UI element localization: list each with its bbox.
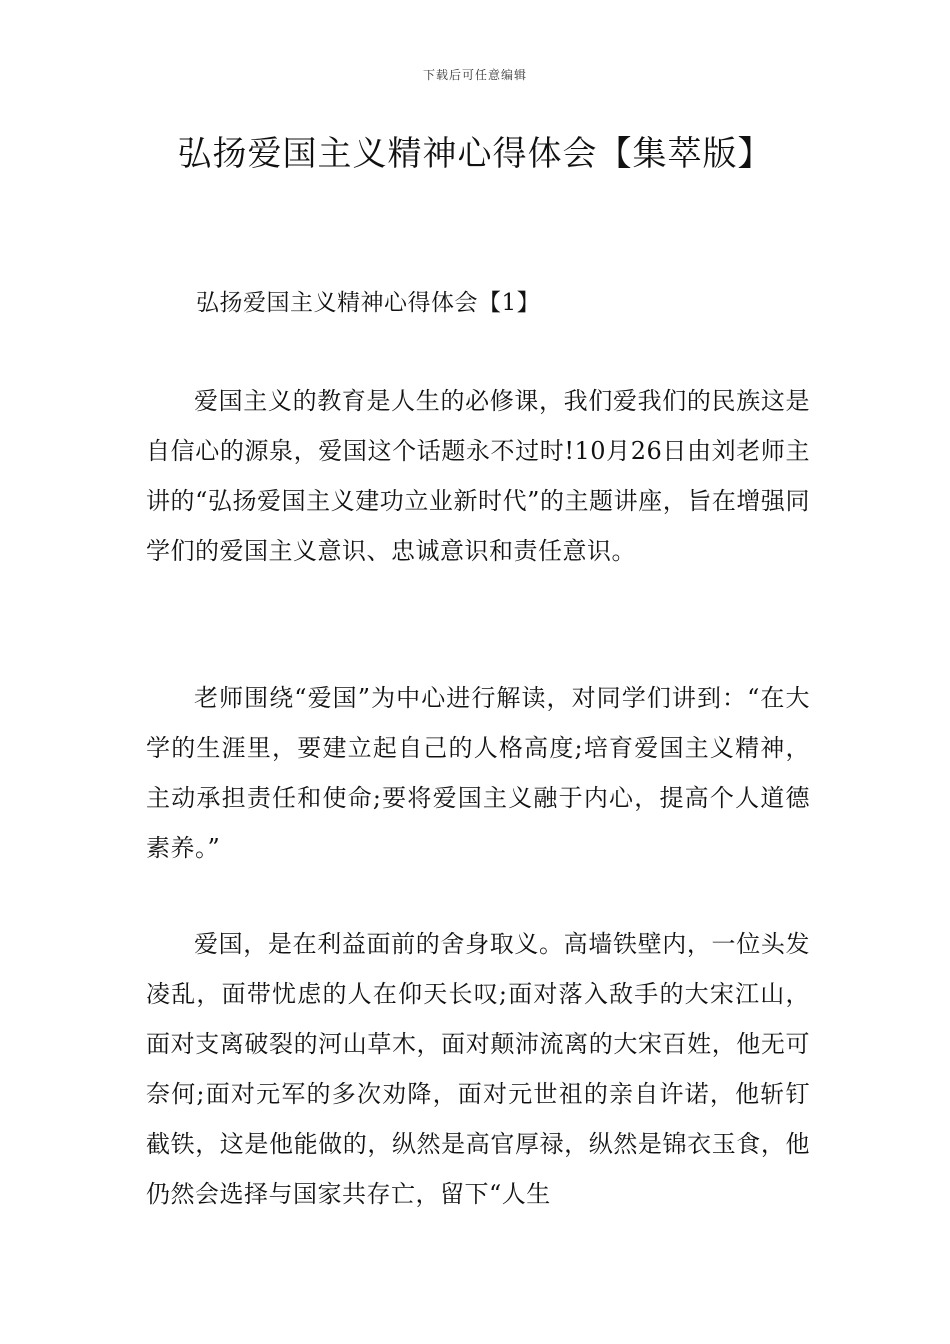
document-title: 弘扬爱国主义精神心得体会【集萃版】 xyxy=(177,134,773,174)
header-note: 下载后可任意编辑 xyxy=(422,68,527,82)
section-heading: 弘扬爱国主义精神心得体会【1】 xyxy=(196,290,541,316)
paragraph: 老师围绕“爱国”为中心进行解读，对同学们讲到：“在大学的生涯里，要建立起自己的人格高度;培育爱国主义精神，主动承担责任和使命;要将爱国主义融于内心，提高个人道德素养。” xyxy=(146,684,810,862)
paragraph: 爱国主义的教育是人生的必修课，我们爱我们的民族这是自信心的源泉，爱国这个话题永不过时!10月26日由刘老师主讲的“弘扬爱国主义建功立业新时代”的主题讲座，旨在增强同学们的爱国主义意识、忠诚意识和责任意识。 xyxy=(146,387,810,565)
paragraph: 爱国，是在利益面前的舍身取义。高墙铁壁内，一位头发凌乱，面带忧虑的人在仰天长叹;面对落入敌手的大宋江山，面对支离破裂的河山草木，面对颠沛流离的大宋百姓，他无可奈何;面对元军的多次劝降，面对元世祖的亲自许诺，他斩钉截铁，这是他能做的，纵然是高官厚禄，纵然是锦衣玉食，他仍然会选择与国家共存亡，留下“人生 xyxy=(146,930,810,1208)
